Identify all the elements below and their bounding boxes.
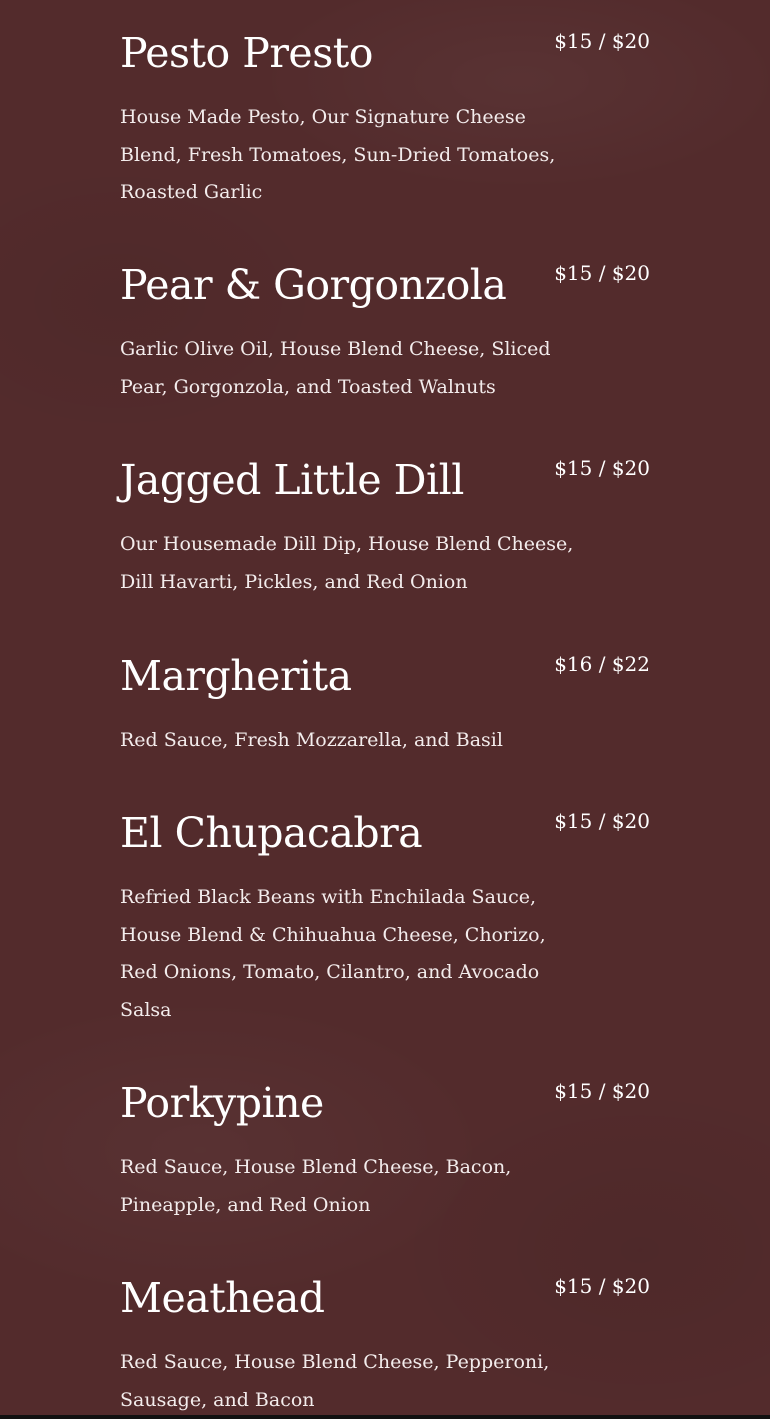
menu-item-jagged-little-dill bbox=[120, 454, 650, 601]
menu-item-porkypine bbox=[120, 1077, 650, 1224]
menu-item-name: Margherita bbox=[120, 652, 352, 700]
menu-item-name: El Chupacabra bbox=[120, 809, 423, 857]
menu-item-price: $15 / $20 bbox=[554, 29, 650, 53]
menu-item-description: Red Sauce, Fresh Mozzarella, and Basil bbox=[120, 729, 503, 751]
menu-item-price: $15 / $20 bbox=[554, 809, 650, 833]
menu-item-description: Refried Black Beans with Enchilada Sauce, House Blend & Chihuahua Cheese, Chorizo, Red Onions, Tomato, Cilantro, and Avocado Salsa bbox=[120, 886, 546, 1021]
menu-item-description: Garlic Olive Oil, House Blend Cheese, Sliced Pear, Gorgonzola, and Toasted Walnuts bbox=[120, 338, 551, 398]
menu-item-price: $15 / $20 bbox=[554, 1079, 650, 1103]
menu-item-name: Pear & Gorgonzola bbox=[120, 261, 507, 309]
menu-item-meathead bbox=[120, 1272, 650, 1419]
menu-item-price: $15 / $20 bbox=[554, 456, 650, 480]
menu-item-el-chupacabra bbox=[120, 807, 650, 1029]
menu-item-price: $15 / $20 bbox=[554, 261, 650, 285]
menu-item-description: House Made Pesto, Our Signature Cheese Blend, Fresh Tomatoes, Sun-Dried Tomatoes, Roasted Garlic bbox=[120, 106, 556, 203]
menu-item-name: Meathead bbox=[120, 1274, 325, 1322]
menu-item-name: Pesto Presto bbox=[120, 29, 373, 77]
bottom-edge-bar bbox=[0, 1415, 770, 1419]
menu-item-pesto-presto bbox=[120, 27, 650, 212]
menu-item-name: Jagged Little Dill bbox=[120, 456, 464, 504]
menu-item-name: Porkypine bbox=[120, 1079, 324, 1127]
menu-item-pear-gorgonzola bbox=[120, 259, 650, 406]
menu-item-margherita bbox=[120, 650, 650, 760]
menu-item-price: $16 / $22 bbox=[554, 652, 650, 676]
menu-item-description: Red Sauce, House Blend Cheese, Bacon, Pineapple, and Red Onion bbox=[120, 1156, 512, 1216]
menu-item-description: Red Sauce, House Blend Cheese, Pepperoni, Sausage, and Bacon bbox=[120, 1351, 550, 1411]
menu-item-price: $15 / $20 bbox=[554, 1274, 650, 1298]
menu-item-description: Our Housemade Dill Dip, House Blend Cheese, Dill Havarti, Pickles, and Red Onion bbox=[120, 533, 574, 593]
